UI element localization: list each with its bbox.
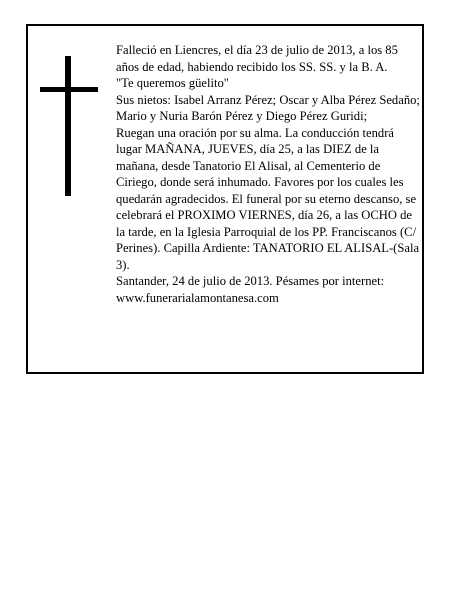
notice-place-date-paragraph: Santander, 24 de julio de 2013. Pésames por internet: www.funerarialamontanesa.com [116,274,385,305]
notice-quote-paragraph: "Te queremos güelito" [116,76,229,90]
notice-grandchildren-paragraph: Sus nietos: Isabel Arranz Pérez; Oscar y Alba Pérez Sedaño; Mario y Nuria Barón Pérez y Diego Pérez Guridi; [116,92,420,123]
obituary-text [116,42,420,306]
cross-vertical-bar [65,56,71,196]
cross-icon [40,56,98,196]
notice-ceremony-paragraph: Ruegan una oración por su alma. La conducción tendrá lugar MAÑANA, JUEVES, día 25, a las DIEZ de la mañana, desde Tanatorio El Alisal, al Cementerio de Ciriego, donde será inhumado. Favores por los cuales les quedarán agradecidos. El funeral por su eterno descanso, se celebrará el PROXIMO VIERNES, día 26, a las OCHO de la tarde, en la Iglesia Parroquial de los PP. Franciscanos (C/ Perines). Capilla Ardiente: TANATORIO EL ALISAL-(Sala 3). [116,125,420,272]
notice-death-paragraph: Falleció en Liencres, el día 23 de julio de 2013, a los 85 años de edad, habiendo recibido los SS. SS. y la B. A. [116,43,398,74]
obituary-notice-frame [26,24,424,374]
cross-horizontal-bar [40,87,98,92]
